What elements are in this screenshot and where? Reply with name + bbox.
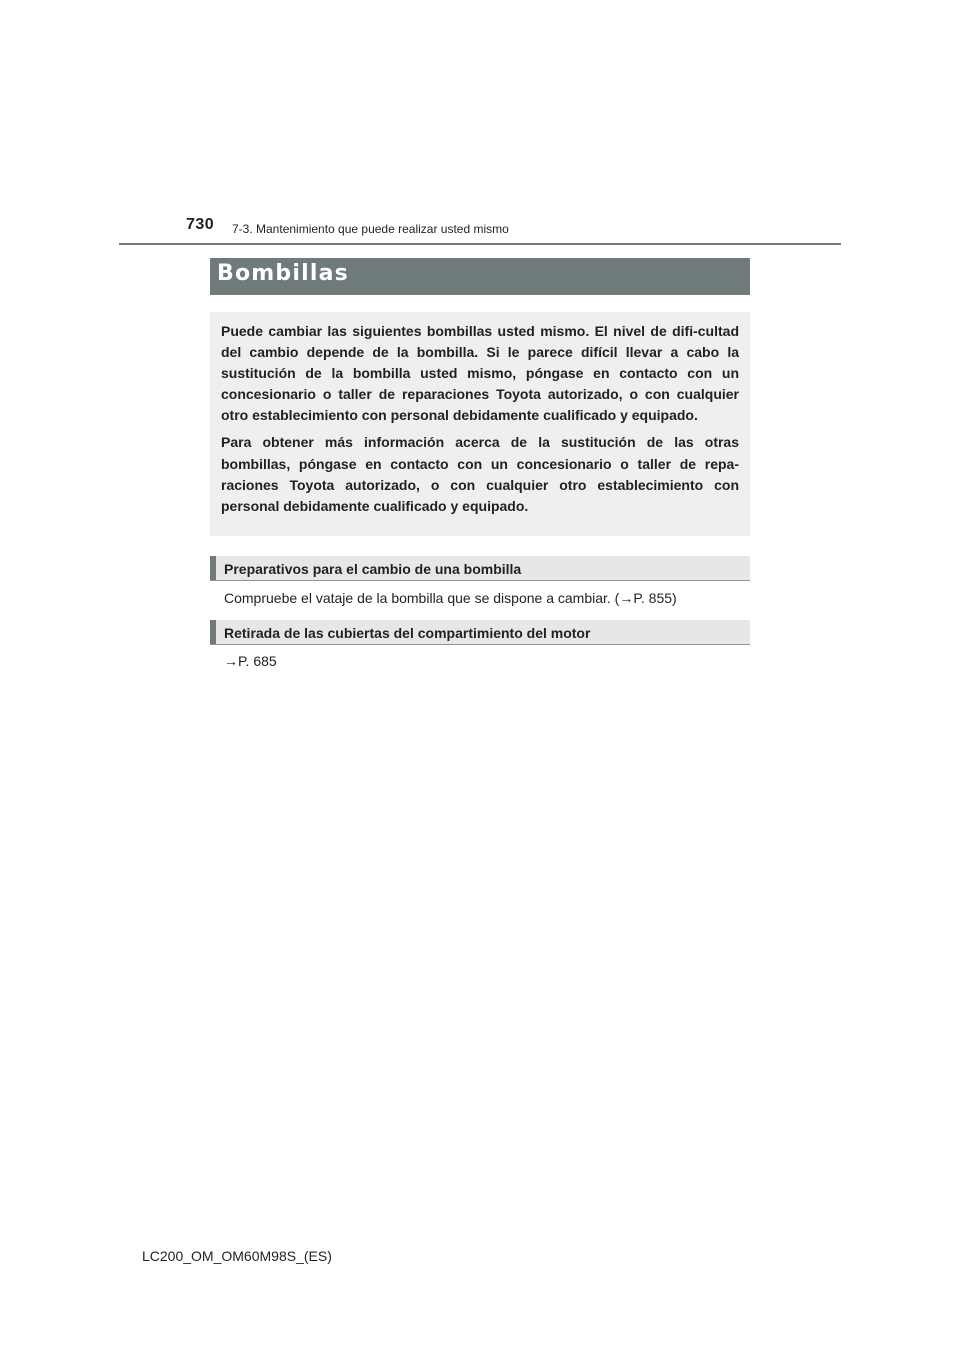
section-body-preparations: Compruebe el vataje de la bombilla que se dispone a cambiar. (→P. 855) — [224, 590, 677, 606]
heading-marker — [210, 620, 216, 644]
page-title: Bombillas — [217, 261, 349, 286]
page-number: 730 — [186, 216, 215, 233]
section-heading-text: Retirada de las cubiertas del compartimiento del motor — [224, 625, 591, 641]
footer-code: LC200_OM_OM60M98S_(ES) — [142, 1248, 332, 1264]
section-heading-text: Preparativos para el cambio de una bombilla — [224, 561, 522, 577]
section-body-engine-covers: →P. 685 — [224, 653, 277, 669]
title-bar — [210, 258, 750, 295]
section-heading-preparations — [210, 556, 750, 581]
running-head: 7-3. Mantenimiento que puede realizar usted mismo — [232, 222, 509, 236]
intro-paragraph-2: Para obtener más información acerca de la sustitución de las otras bombillas, póngase en contacto con un concesionario o taller de repa-raciones Toyota autorizado, o con cualquier otro establecimiento con personal debidamente cualificado y equipado. — [221, 434, 739, 514]
intro-paragraph-1: Puede cambiar las siguientes bombillas usted mismo. El nivel de difi-cultad del cambio depende de la bombilla. Si le parece difícil llevar a cabo la sustitución de la bombilla usted mismo, póngase en contacto con un concesionario o taller de reparaciones Toyota autorizado, o con cualquier otro establecimiento con personal debidamente cualificado y equipado. — [221, 323, 739, 424]
section-heading-engine-covers — [210, 620, 750, 645]
intro-box — [210, 312, 750, 536]
header-rule — [119, 243, 841, 245]
heading-marker — [210, 556, 216, 580]
